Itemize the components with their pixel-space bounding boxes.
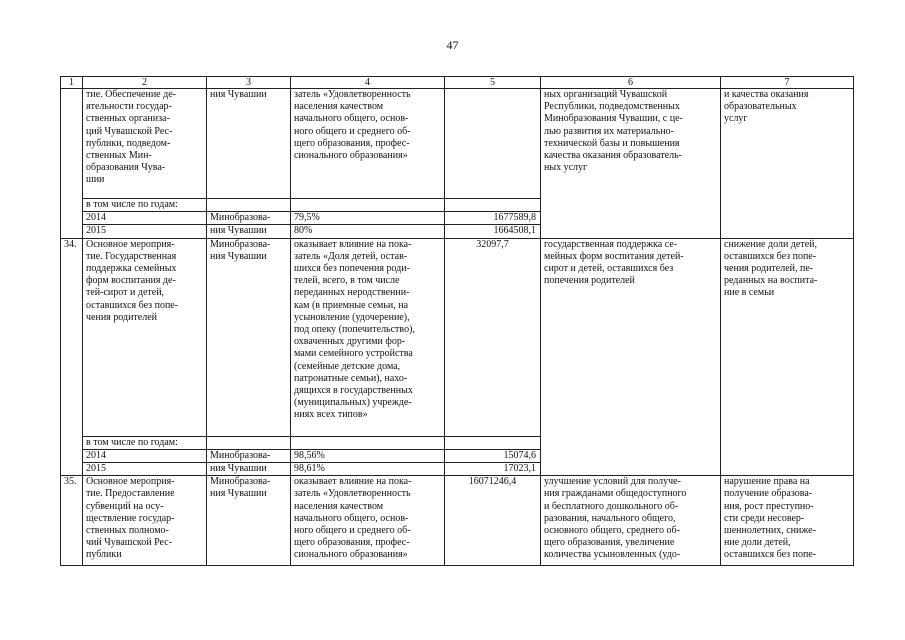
by-years-label: в том числе по годам:	[83, 199, 207, 212]
table-row	[61, 476, 854, 566]
executor-cell: Минобразова- ния Чувашии	[207, 476, 291, 566]
row-number-cell: 34.	[61, 238, 83, 476]
funding-cell: 1664508,1	[445, 225, 541, 238]
indicator-value-cell: 79,5%	[291, 212, 445, 225]
column-number: 5	[445, 77, 541, 89]
program-table	[60, 76, 854, 566]
result-cell: государственная поддержка се- мейных форм воспитания детей- сирот и детей, оставшихся без попечения родителей	[541, 238, 721, 476]
row-number-cell: 35.	[61, 476, 83, 566]
column-number: 7	[721, 77, 854, 89]
funding-cell: 15074,6	[445, 449, 541, 462]
indicator-cell: оказывает влияние на пока- затель «Удовлетворенность населения качеством начального общего, основ- ного общего и среднего об- щего образования, профес- сионального образования»	[291, 476, 445, 566]
year-cell: 2015	[83, 225, 207, 238]
measure-name-cell: Основное мероприя- тие. Предоставление субвенций на осу- ществление государ- ственных полномо- чий Чувашской Рес- публики	[83, 476, 207, 566]
executor-cell: Минобразова- ния Чувашии	[207, 238, 291, 436]
measure-name-cell: Основное мероприя- тие. Государственная поддержка семейных форм воспитания де- тей-сирот и детей, оставшихся без попе- чения родителей	[83, 238, 207, 436]
funding-cell: 32097,7	[445, 238, 541, 436]
column-number: 6	[541, 77, 721, 89]
funding-cell: 1677589,8	[445, 212, 541, 225]
executor-cell: ния Чувашии	[207, 463, 291, 476]
column-number: 3	[207, 77, 291, 89]
table-row	[61, 238, 854, 436]
result-cell: улучшение условий для получе- ния гражданами общедоступного и бесплатного дошкольного об- разования, начального общего, основного общего, среднего об- щего образования, увеличение количества усыновленных (удо-	[541, 476, 721, 566]
funding-cell: 17023,1	[445, 463, 541, 476]
executor-cell: Минобразова-	[207, 449, 291, 462]
funding-cell	[445, 89, 541, 199]
column-number: 2	[83, 77, 207, 89]
funding-cell: 16071246,4	[445, 476, 541, 566]
risk-cell: и качества оказания образовательных услуг	[721, 89, 854, 239]
column-number: 1	[61, 77, 83, 89]
by-years-label: в том числе по годам:	[83, 436, 207, 449]
risk-cell: снижение доли детей, оставшихся без попе- чения родителей, пе- реданных на воспита- ние в семьи	[721, 238, 854, 476]
executor-cell: Минобразова-	[207, 212, 291, 225]
table-header-row	[61, 77, 854, 89]
year-cell: 2015	[83, 463, 207, 476]
executor-cell: ния Чувашии	[207, 225, 291, 238]
indicator-value-cell: 80%	[291, 225, 445, 238]
executor-cell: ния Чувашии	[207, 89, 291, 199]
column-number: 4	[291, 77, 445, 89]
table-row	[61, 89, 854, 199]
year-cell: 2014	[83, 449, 207, 462]
page-number: 47	[446, 38, 459, 52]
row-number-cell	[61, 89, 83, 239]
result-cell: ных организаций Чувашской Республики, подведомственных Минобразования Чувашии, с це- лью развития их материально- технической базы и повышения качества оказания образователь- ных услуг	[541, 89, 721, 239]
measure-name-cell: тие. Обеспечение де- ятельности государ- ственных организа- ций Чувашской Рес- публики, подведом- ственных Мин- образования Чува- шии	[83, 89, 207, 199]
year-cell: 2014	[83, 212, 207, 225]
indicator-cell: затель «Удовлетворенность населения качеством начального общего, основ- ного общего и среднего об- щего образования, профес- сионального образования»	[291, 89, 445, 199]
risk-cell: нарушение права на получение образова- ния, рост преступно- сти среди несовер- шеннолетних, сниже- ние доли детей, оставшихся без попе-	[721, 476, 854, 566]
indicator-value-cell: 98,61%	[291, 463, 445, 476]
indicator-value-cell: 98,56%	[291, 449, 445, 462]
indicator-cell: оказывает влияние на пока- затель «Доля детей, остав- шихся без попечения роди- телей, всего, в том числе переданных неродственни- кам (в приемные семьи, на усыновление (удочерение), под опеку (попечительство), охваченных другими фор- мами семейного устройства (семейные детские дома, патронатные семьи), нахо- дящихся в государственных (муниципальных) учрежде- ниях всех типов»	[291, 238, 445, 436]
